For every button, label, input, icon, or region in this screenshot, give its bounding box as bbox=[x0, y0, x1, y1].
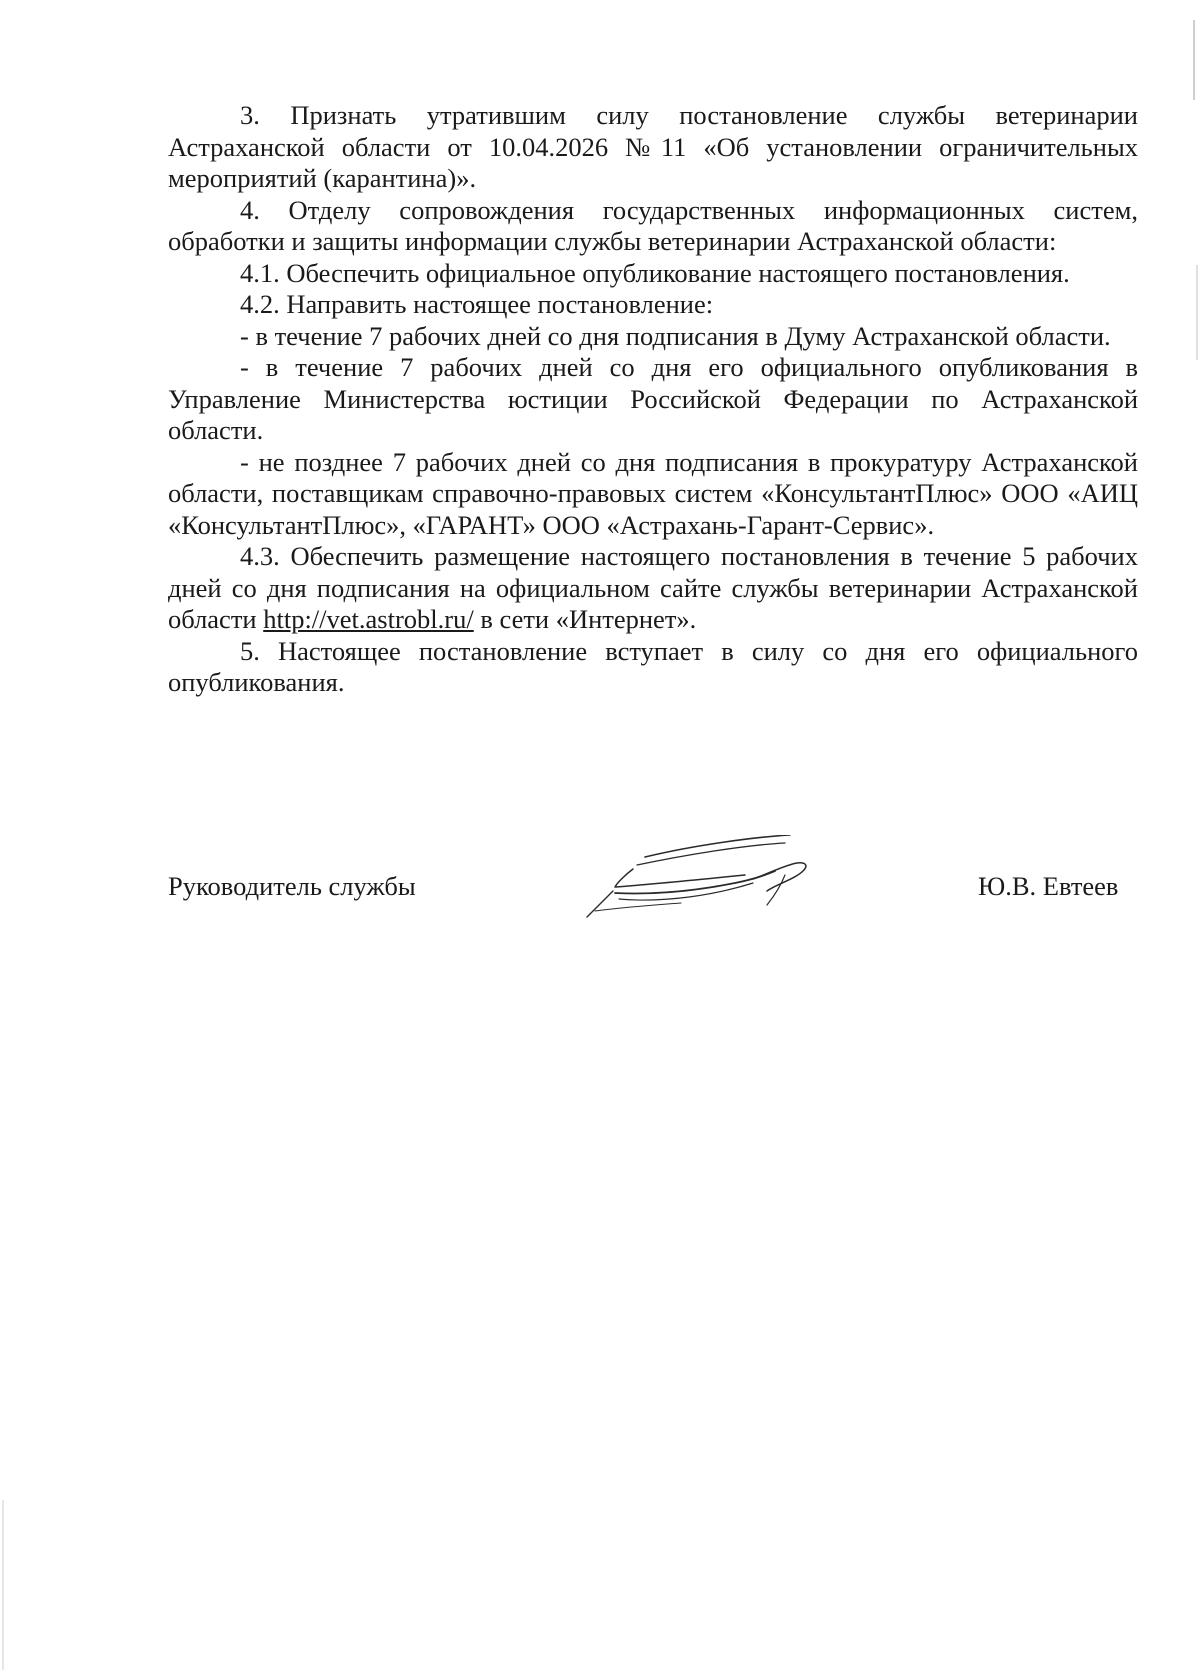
paragraph-4-3 bbox=[168, 541, 1138, 636]
signatory-name: Ю.В. Евтеев bbox=[978, 871, 1119, 901]
scan-edge-mark bbox=[2, 1500, 4, 1670]
scan-edge-mark bbox=[1193, 20, 1195, 100]
paragraph-5: 5. Настоящее постановление вступает в силу со дня его официального опубликования. bbox=[168, 635, 1138, 697]
paragraph-4-3-tail: в сети «Интернет». bbox=[473, 604, 697, 634]
paragraph-4-1: 4.1. Обеспечить официальное опубликование настоящего постановления. bbox=[240, 257, 1070, 288]
scan-edge-mark bbox=[1196, 265, 1198, 360]
paragraph-3: 3. Признать утратившим силу постановление службы ветеринарии Астраханской области от 10.04.2026 №11 «Об установлении ограничительных мероприятий (карантина)». bbox=[168, 100, 1138, 193]
paragraph-4: 4. Отделу сопровождения государственных информационных систем, обработки и защиты информации службы ветеринарии Астраханской области: bbox=[168, 194, 1138, 256]
document-body bbox=[168, 100, 1138, 699]
handwritten-signature bbox=[585, 835, 835, 920]
paragraph-4-2: 4.2. Направить настоящее постановление: bbox=[240, 289, 714, 319]
paragraph-4-2-item-minjust: - в течение 7 рабочих дней со дня его официального опубликования в Управление Министерства юстиции Российской Федерации по Астраханской области. bbox=[168, 352, 1138, 445]
signatory-role: Руководитель службы bbox=[168, 871, 416, 901]
paragraph-4-2-item-duma: - в течение 7 рабочих дней со дня подписания в Думу Астраханской области. bbox=[240, 320, 1111, 351]
website-link[interactable]: http://vet.astrobl.ru/ bbox=[263, 604, 474, 634]
paragraph-4-3-text: 4.3. Обеспечить размещение настоящего постановления в течение 5 рабочих дней со дня подписания на официальном сайте службы ветеринарии Астраханской области bbox=[168, 541, 1138, 634]
paragraph-4-2-item-prosecutor: - не позднее 7 рабочих дней со дня подписания в прокуратуру Астраханской области, поставщикам справочно-правовых систем «КонсультантПлюс» ООО «АИЦ «КонсультантПлюс», «ГАРАНТ» ООО «Астрахань-Гарант-Сервис». bbox=[168, 446, 1138, 540]
